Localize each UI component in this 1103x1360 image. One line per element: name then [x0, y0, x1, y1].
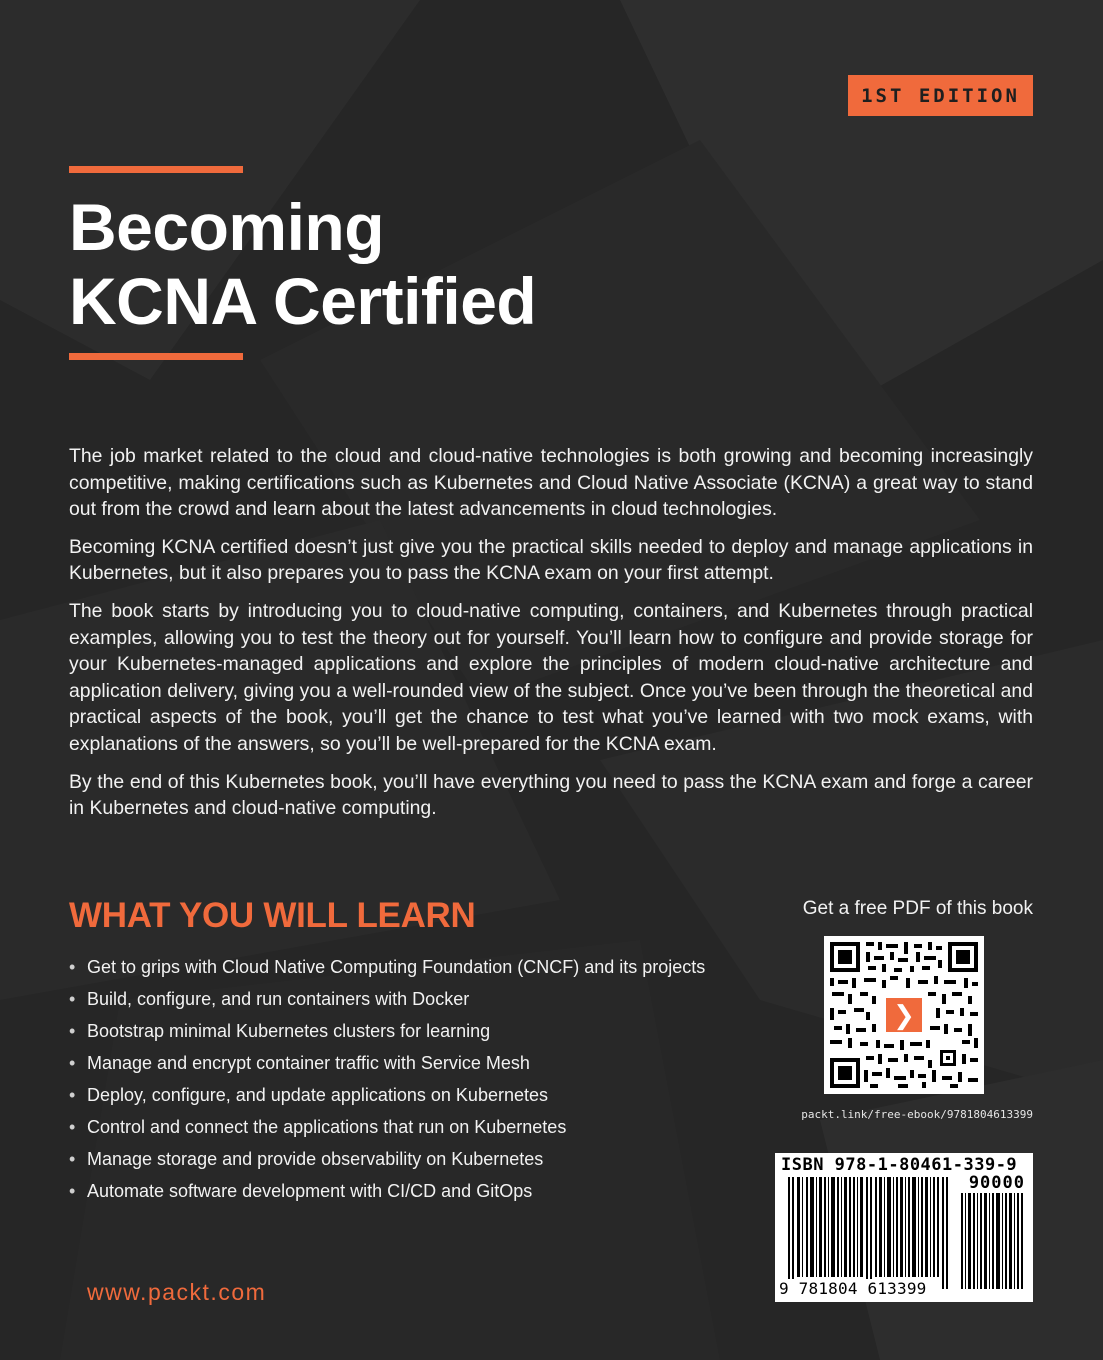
learn-heading: WHAT YOU WILL LEARN [69, 896, 476, 935]
title-rule-top [69, 166, 243, 173]
learn-item [69, 953, 705, 985]
edition-badge: 1ST EDITION [848, 75, 1033, 116]
bullet-icon: • [69, 957, 76, 977]
ean-digits: 9 781804 613399 [779, 1279, 927, 1298]
description-paragraph: The job market related to the cloud and cloud-native technologies is both growing and becoming increasingly competitive, making certifications such as Kubernetes and Cloud Native Associate (KCNA) a great way to stand out from the crowd and learn about the latest advancements in cloud technologies. [69, 445, 1033, 521]
free-pdf-url[interactable]: packt.link/free-ebook/9781804613399 [801, 1108, 1033, 1121]
description-paragraph: The book starts by introducing you to cloud-native computing, containers, and Kubernetes through practical examples, allowing you to test the theory out for yourself. You’ll learn how to configure and provide storage for your Kubernetes-managed applications and explore the principles of modern cloud-native architecture and application delivery, giving you a well-rounded view of the subject. Once you’ve been through the theoretical and practical aspects of the book, you’ll get the chance to test what you’ve learned with two mock exams, with explanations of the answers, so you’ll be well-prepared for the KCNA exam. [69, 599, 1033, 755]
bullet-icon: • [69, 1149, 76, 1169]
book-description [69, 443, 1033, 833]
free-pdf-label: Get a free PDF of this book [802, 898, 1033, 919]
learn-item-text: Deploy, configure, and update applications on Kubernetes [87, 1085, 548, 1105]
qr-code[interactable] [824, 936, 984, 1094]
description-paragraph: By the end of this Kubernetes book, you’ll have everything you need to pass the KCNA exam and forge a career in Kubernetes and cloud-native computing. [69, 770, 1033, 820]
book-title [69, 190, 536, 338]
bullet-icon: • [69, 1085, 76, 1105]
learn-list [69, 953, 705, 1209]
learn-item [69, 1145, 705, 1177]
isbn-barcode [775, 1153, 1033, 1302]
bullet-icon: • [69, 1021, 76, 1041]
bullet-icon: • [69, 1053, 76, 1073]
learn-item-text: Bootstrap minimal Kubernetes clusters for learning [87, 1021, 491, 1041]
learn-item [69, 1081, 705, 1113]
learn-item-text: Build, configure, and run containers with Docker [87, 989, 470, 1009]
learn-item-text: Control and connect the applications that run on Kubernetes [87, 1117, 567, 1137]
price-barcode-bars [961, 1193, 1025, 1289]
learn-item [69, 1017, 705, 1049]
barcode-bars [788, 1177, 948, 1289]
isbn-text: ISBN 978-1-80461-339-9 [781, 1155, 1018, 1175]
learn-item [69, 1049, 705, 1081]
learn-item [69, 1177, 705, 1209]
bullet-icon: • [69, 1117, 76, 1137]
price-code: 90000 [968, 1173, 1025, 1193]
book-title-line-1: Becoming [69, 190, 385, 264]
learn-item [69, 1113, 705, 1145]
learn-item [69, 985, 705, 1017]
website-link[interactable]: www.packt.com [87, 1279, 267, 1305]
packt-logo-glyph: ❯ [893, 1001, 915, 1031]
bullet-icon: • [69, 989, 76, 1009]
book-title-line-2: KCNA Certified [69, 264, 537, 338]
bullet-icon: • [69, 1181, 76, 1201]
description-paragraph: Becoming KCNA certified doesn’t just give you the practical skills needed to deploy and manage applications in Kubernetes, but it also prepares you to pass the KCNA exam on your first attempt. [69, 535, 1033, 585]
learn-item-text: Manage storage and provide observability on Kubernetes [87, 1149, 544, 1169]
learn-item-text: Get to grips with Cloud Native Computing Foundation (CNCF) and its projects [87, 957, 706, 977]
title-rule-bottom [69, 353, 243, 360]
learn-item-text: Manage and encrypt container traffic with Service Mesh [87, 1053, 530, 1073]
learn-item-text: Automate software development with CI/CD and GitOps [87, 1181, 533, 1201]
